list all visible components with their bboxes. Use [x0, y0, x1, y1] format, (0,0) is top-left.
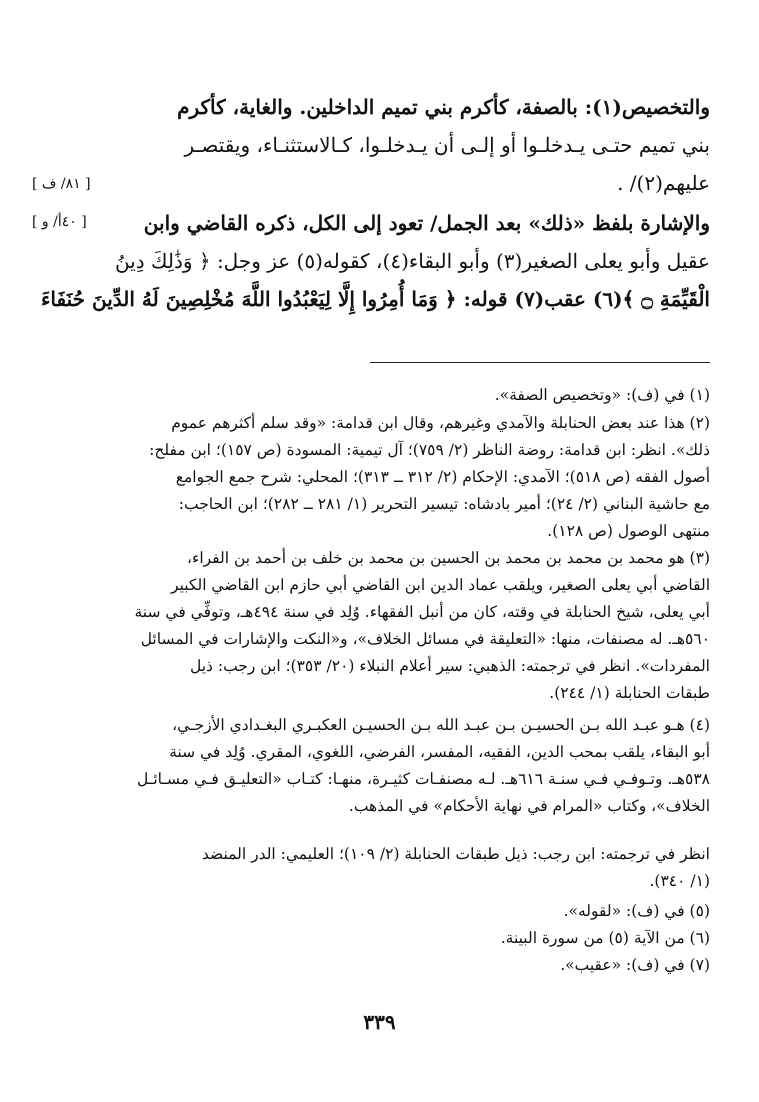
main-line: والإشارة بلفظ «ذلك» بعد الجمل/ تعود إلى الكل، ذكره القاضي وابن — [143, 211, 710, 235]
margin-ref-w: [ ٤٠أ/ و ] — [32, 214, 87, 230]
footnote-line: (٧) في (ف): «عقيب». — [560, 956, 710, 974]
footnote-line: (١/ ٣٤٠). — [649, 872, 710, 890]
footnote-line: أبو البقاء، يلقب بمحب الدين، الفقيه، المفسر، الفرضي، اللغوي، المقري. وُلِد في سنة — [169, 743, 710, 761]
footnote-line: (٥) في (ف): «لقوله». — [563, 902, 710, 920]
main-line: عقيل وأبو يعلى الصغير(٣) وأبو البقاء(٤)، كقوله(٥) عز وجل: ﴿ وَذَٰلِكَ دِينُ — [114, 249, 710, 273]
footnote-separator — [370, 362, 710, 363]
footnote-line: انظر في ترجمته: ابن رجب: ذيل طبقات الحنابلة (٢/ ١٠٩)؛ العليمي: الدر المنضد — [201, 845, 710, 863]
margin-ref-f: [ ٨١/ ف ] — [32, 176, 91, 192]
main-line: عليهم(٢)/ . — [617, 171, 710, 195]
main-line: بني تميم حتـى يـدخلـوا أو إلـى أن يـدخلـوا، كـالاستثنـاء، ويقتصـر — [184, 133, 710, 157]
footnote-line: طبقات الحنابلة (١/ ٢٤٤). — [549, 684, 710, 702]
footnote-line: أصول الفقه (ص ٥١٨)؛ الآمدي: الإحكام (٢/ ٣١٢ ــ ٣١٣)؛ المحلي: شرح جمع الجوامع — [175, 468, 710, 486]
footnote-line: القاضي أبي يعلى الصغير، ويلقب عماد الدين ابن القاضي أبي حازم ابن القاضي الكبير — [171, 576, 710, 594]
footnote-line: (١) في (ف): «وتخصيص الصفة». — [494, 386, 710, 404]
footnote-line: (٦) من الآية (٥) من سورة البينة. — [500, 929, 710, 947]
footnote-line: الخلاف»، وكتاب «المرام في نهاية الأحكام» في المذهب. — [348, 797, 710, 815]
footnote-line: ٥٣٨هـ. وتـوفـي فـي سنـة ٦١٦هـ. لـه مصنفـات كثيـرة، منهـا: كتـاب «التعليـق فـي مسـائـل — [137, 770, 710, 788]
footnote-line: ذلك». انظر: ابن قدامة: روضة الناظر (٢/ ٧٥٩)؛ آل تيمية: المسودة (ص ١٥٧)؛ ابن مفلح: — [149, 441, 710, 459]
footnote-line: المفردات». انظر في ترجمته: الذهبي: سير أعلام النبلاء (٢٠/ ٣٥٣)؛ ابن رجب: ذيل — [189, 657, 710, 675]
main-line: الْقَيِّمَةِ ۝ ﴾(٦) عقب(٧) قوله: ﴿ وَمَا أُمِرُوا إِلَّا لِيَعْبُدُوا اللَّهَ مُخْلِصِينَ لَهُ الدِّينَ حُنَفَاءَ — [41, 287, 710, 311]
footnote-line: ٥٦٠هـ. له مصنفات، منها: «التعليقة في مسائل الخلاف»، و«النكت والإشارات في المسائل — [140, 630, 710, 648]
footnote-line: منتهى الوصول (ص ١٢٨). — [547, 522, 710, 540]
page-number: ٣٣٩ — [363, 1010, 396, 1034]
footnote-line: مع حاشية البناني (٢/ ٢٤)؛ أمير بادشاه: تيسير التحرير (١/ ٢٨١ ــ ٢٨٢)؛ ابن الحاجب: — [178, 495, 710, 513]
footnote-line: أبي يعلى، شيخ الحنابلة في وقته، كان من أنبل الفقهاء. وُلِد في سنة ٤٩٤هـ، وتوفِّي في سنة — [134, 603, 710, 621]
footnote-line: (٢) هذا عند بعض الحنابلة والآمدي وغيرهم، وقال ابن قدامة: «وقد سلم أكثرهم عموم — [171, 414, 710, 432]
footnote-line: (٤) هـو عبـد الله بـن الحسيـن بـن عبـد الله بـن الحسيـن العكبـري البغـدادي الأزجـي، — [172, 716, 710, 734]
footnote-line: (٣) هو محمد بن محمد بن محمد بن الحسين بن محمد بن خلف بن أحمد بن الفراء، — [187, 549, 710, 567]
main-paragraph-1 — [104, 88, 710, 202]
main-line: والتخصيص(١): بالصفة، كأكرم بني تميم الداخلين. والغاية، كأكرم — [177, 95, 710, 119]
